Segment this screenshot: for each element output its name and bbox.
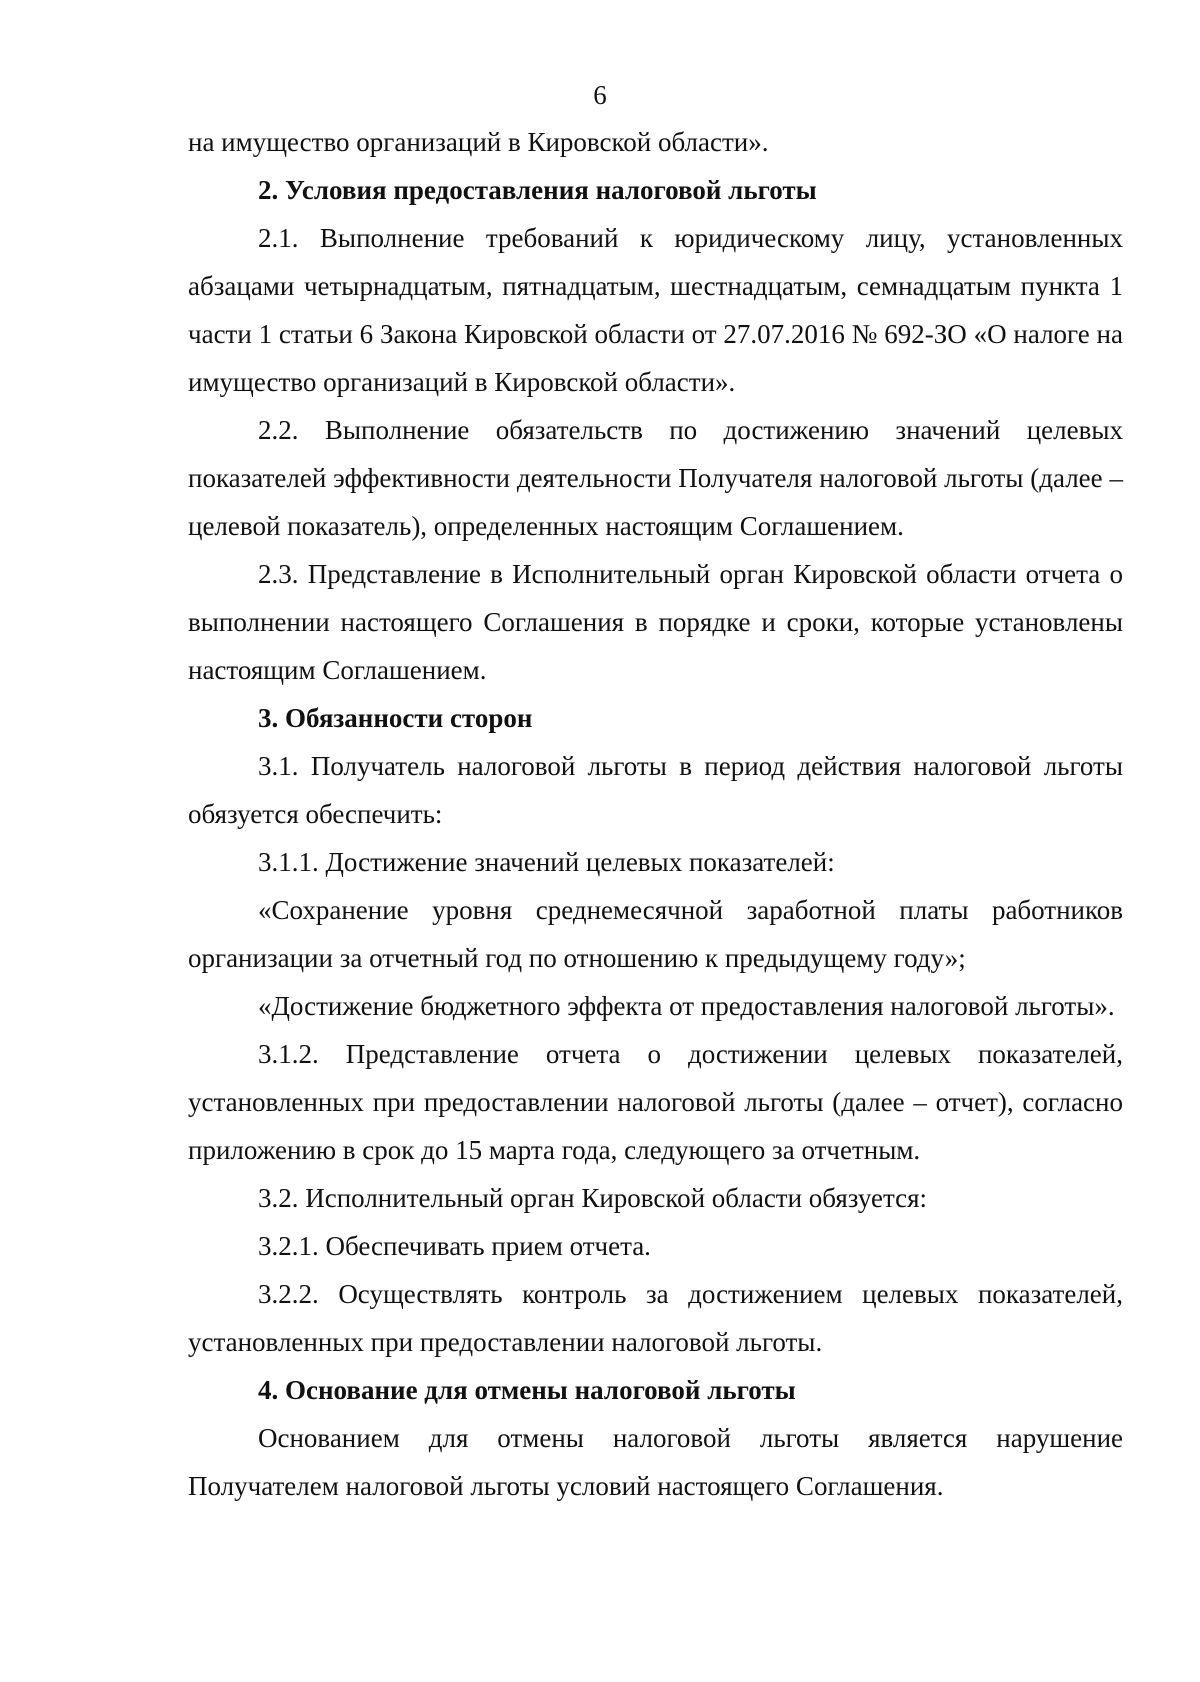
paragraph-continuation: на имущество организаций в Кировской области». — [188, 127, 769, 157]
section-heading-3: 3. Обязанности сторон — [258, 703, 533, 733]
paragraph-3-2-2: 3.2.2. Осуществлять контроль за достижением целевых показателей, установленных при предоставлении налоговой льготы. — [188, 1279, 1123, 1357]
paragraph-target-indicator-1: «Сохранение уровня среднемесячной заработной платы работников организации за отчетный год по отношению к предыдущему году»; — [188, 895, 1123, 973]
paragraph-target-indicator-2: «Достижение бюджетного эффекта от предоставления налоговой льготы». — [258, 991, 1115, 1021]
paragraph-3-1-2: 3.1.2. Представление отчета о достижении целевых показателей, установленных при предоставлении налоговой льготы (далее – отчет), согласно приложению в срок до 15 марта года, следующего за отчетным. — [188, 1039, 1123, 1165]
paragraph-2-2: 2.2. Выполнение обязательств по достижению значений целевых показателей эффективности деятельности Получателя налоговой льготы (далее – целевой показатель), определенных настоящим Соглашением. — [188, 415, 1123, 541]
paragraph-3-1: 3.1. Получатель налоговой льготы в период действия налоговой льготы обязуется обеспечить: — [188, 751, 1123, 829]
paragraph-2-3: 2.3. Представление в Исполнительный орган Кировской области отчета о выполнении настоящего Соглашения в порядке и сроки, которые установлены настоящим Соглашением. — [188, 559, 1123, 685]
section-heading-4: 4. Основание для отмены налоговой льготы — [258, 1375, 796, 1405]
page-number: 6 — [593, 80, 607, 110]
document-body — [188, 118, 1123, 1510]
section-heading-2: 2. Условия предоставления налоговой льготы — [258, 175, 817, 205]
paragraph-3-2-1: 3.2.1. Обеспечивать прием отчета. — [258, 1231, 651, 1261]
paragraph-3-1-1: 3.1.1. Достижение значений целевых показателей: — [258, 847, 835, 877]
paragraph-3-2: 3.2. Исполнительный орган Кировской области обязуется: — [258, 1183, 928, 1213]
paragraph-2-1: 2.1. Выполнение требований к юридическому лицу, установленных абзацами четырнадцатым, пятнадцатым, шестнадцатым, семнадцатым пункта 1 части 1 статьи 6 Закона Кировской области от 27.07.2016 № 692-ЗО «О налоге на имущество организаций в Кировской области». — [188, 223, 1123, 397]
paragraph-4: Основанием для отмены налоговой льготы является нарушение Получателем налоговой льготы условий настоящего Соглашения. — [188, 1423, 1123, 1501]
